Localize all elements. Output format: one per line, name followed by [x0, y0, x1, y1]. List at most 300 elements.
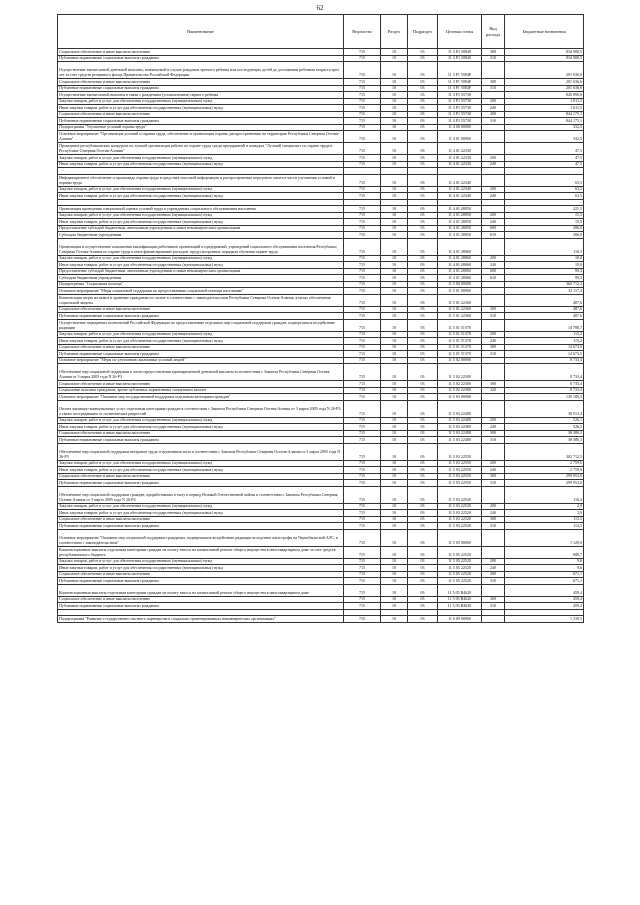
row-celevaya-statya-cell: 11 3 P1 50840 — [438, 55, 482, 62]
row-summa-cell: 834 908,5 — [505, 55, 584, 62]
row-podrazdel-cell: 03 — [408, 212, 438, 219]
row-vedomstvo-cell: 715 — [344, 275, 381, 282]
row-summa-cell: 113,5 — [505, 523, 584, 530]
row-name-cell: Социальное обеспечение и иные выплаты населению — [58, 111, 344, 118]
row-vedomstvo-cell: 715 — [344, 79, 381, 86]
header-name: Наименование — [58, 15, 344, 49]
row-name-cell: Закупка товаров, работ и услуг для обеспечения государственных (муниципальных) нужд — [58, 558, 344, 565]
row-podrazdel-cell: 03 — [408, 306, 438, 313]
row-razdel-cell: 10 — [381, 387, 408, 394]
row-vedomstvo-cell: 715 — [344, 616, 381, 623]
row-vedomstvo-cell: 715 — [344, 62, 381, 79]
row-razdel-cell: 10 — [381, 338, 408, 345]
row-summa-cell: 99,3 — [505, 275, 584, 282]
row-name-cell: Компенсационные выплаты отдельным категориям граждан на оплату взноса на капитальный ремонт общего имущества в многоквартирном доме за счет средств республиканского бюджета — [58, 546, 344, 558]
row-celevaya-statya-cell: 11 4 01 22330 — [438, 155, 482, 162]
row-celevaya-statya-cell: 11 4 01 28060 — [438, 275, 482, 282]
row-summa-cell: 63,5 — [505, 193, 584, 200]
row-celevaya-statya-cell: 11 5 01 51370 — [438, 338, 482, 345]
row-name-cell: Публичные нормативные социальные выплаты гражданам — [58, 351, 344, 358]
row-podrazdel-cell: 03 — [408, 480, 438, 487]
row-razdel-cell: 10 — [381, 565, 408, 572]
row-vid-raskhoda-cell: 300 — [482, 473, 505, 480]
row-vid-raskhoda-cell: 300 — [482, 79, 505, 86]
row-summa-cell: 526,1 — [505, 417, 584, 424]
row-summa-cell: 2 759,6 — [505, 467, 584, 474]
row-vedomstvo-cell: 715 — [344, 338, 381, 345]
row-vedomstvo-cell: 715 — [344, 571, 381, 578]
row-vedomstvo-cell: 715 — [344, 558, 381, 565]
row-summa-cell: 2,9 — [505, 510, 584, 517]
row-celevaya-statya-cell: 11 3 P1 5084F — [438, 79, 482, 86]
row-summa-cell: 302 712,5 — [505, 443, 584, 460]
row-summa-cell: 671,1 — [505, 571, 584, 578]
row-podrazdel-cell: 03 — [408, 105, 438, 112]
row-summa-cell: 15,5 — [505, 212, 584, 219]
row-summa-cell: 844 175,1 — [505, 118, 584, 125]
row-name-cell: Обеспечение мер социальной поддержки граждан, проработавших в тылу в период Великой Отечественной войны в соответствии с Законом Республики Северная Осетия-Алания от 3 марта 2005 года N 26-РЗ — [58, 486, 344, 503]
row-razdel-cell: 10 — [381, 473, 408, 480]
row-podrazdel-cell: 03 — [408, 486, 438, 503]
row-podrazdel-cell: 03 — [408, 238, 438, 255]
row-summa-cell: 834 908,5 — [505, 49, 584, 56]
row-vid-raskhoda-cell: 300 — [482, 306, 505, 313]
row-razdel-cell: 10 — [381, 437, 408, 444]
row-razdel-cell: 10 — [381, 529, 408, 546]
row-celevaya-statya-cell: 11 4 01 22340 — [438, 186, 482, 193]
row-celevaya-statya-cell: 11 5 05 00000 — [438, 529, 482, 546]
row-celevaya-statya-cell: 11 5 01 51370 — [438, 331, 482, 338]
row-razdel-cell: 10 — [381, 516, 408, 523]
row-vid-raskhoda-cell: 200 — [482, 558, 505, 565]
table-row — [58, 584, 584, 596]
row-name-cell: Закупка товаров, работ и услуг для обеспечения государственных (муниципальных) нужд — [58, 417, 344, 424]
row-razdel-cell: 10 — [381, 206, 408, 213]
row-podrazdel-cell: 03 — [408, 331, 438, 338]
row-summa-cell: 9,6 — [505, 558, 584, 565]
row-razdel-cell: 10 — [381, 161, 408, 168]
row-celevaya-statya-cell: 11 5 03 22480 — [438, 417, 482, 424]
row-name-cell: Основное мероприятие "Оказание мер государственной поддержки отдельным категориям граждан" — [58, 394, 344, 401]
row-vid-raskhoda-cell — [482, 131, 505, 143]
row-summa-cell: 9,6 — [505, 565, 584, 572]
row-summa-cell: 360 712,4 — [505, 281, 584, 288]
row-summa-cell: 206,0 — [505, 232, 584, 239]
row-name-cell: Проведение республиканских конкурсов по лучшей организации работы по охране труда среди предприятий и конкурса "Лучший специалист по охране труда в Республике Северная Осетия-Алания" — [58, 143, 344, 155]
row-vedomstvo-cell: 715 — [344, 510, 381, 517]
row-razdel-cell: 10 — [381, 331, 408, 338]
row-vid-raskhoda-cell — [482, 616, 505, 623]
row-celevaya-statya-cell: 11 5 03 22550 — [438, 467, 482, 474]
row-name-cell: Подпрограмма "Развитие государственно-частного партнерства в социально-ориентированных некоммерческих организациях" — [58, 616, 344, 623]
row-vid-raskhoda-cell: 310 — [482, 85, 505, 92]
row-podrazdel-cell: 03 — [408, 437, 438, 444]
row-razdel-cell: 10 — [381, 143, 408, 155]
row-summa-cell: 14 673,5 — [505, 344, 584, 351]
row-razdel-cell: 10 — [381, 105, 408, 112]
row-name-cell: Осуществление переданных полномочий Российской Федерации по предоставлению отдельных мер социальной поддержки граждан, подвергшихся воздействию радиации — [58, 319, 344, 331]
row-name-cell: Иные закупки товаров, работ и услуг для обеспечения государственных (муниципальных) нужд — [58, 467, 344, 474]
row-podrazdel-cell: 03 — [408, 193, 438, 200]
row-name-cell: Социальное обеспечение и иные выплаты населению — [58, 306, 344, 313]
row-name-cell: Социальное обеспечение и иные выплаты населению — [58, 473, 344, 480]
row-celevaya-statya-cell: 11 4 01 28050 — [438, 212, 482, 219]
row-name-cell: Публичные нормативные социальные выплаты гражданам — [58, 480, 344, 487]
row-celevaya-statya-cell: 11 5 02 22300 — [438, 364, 482, 381]
row-celevaya-statya-cell: 11 4 01 28050 — [438, 206, 482, 213]
row-vedomstvo-cell: 715 — [344, 219, 381, 226]
row-celevaya-statya-cell: 11 5 03 22520 — [438, 523, 482, 530]
row-name-cell: Иные закупки товаров, работ и услуг для обеспечения государственных (муниципальных) нужд — [58, 105, 344, 112]
row-name-cell: Субсидии бюджетным учреждениям — [58, 232, 344, 239]
row-vedomstvo-cell: 715 — [344, 523, 381, 530]
row-razdel-cell: 10 — [381, 118, 408, 125]
header-vid-raskhoda: Вид расхода — [482, 15, 505, 49]
row-razdel-cell: 10 — [381, 364, 408, 381]
row-podrazdel-cell: 03 — [408, 232, 438, 239]
row-celevaya-statya-cell: 11 5 00 00000 — [438, 281, 482, 288]
row-podrazdel-cell: 03 — [408, 206, 438, 213]
row-vedomstvo-cell: 715 — [344, 603, 381, 610]
row-summa-cell: 38 386,3 — [505, 437, 584, 444]
row-celevaya-statya-cell: 11 4 01 28060 — [438, 268, 482, 275]
row-razdel-cell: 10 — [381, 424, 408, 431]
row-podrazdel-cell: 03 — [408, 616, 438, 623]
row-razdel-cell: 10 — [381, 510, 408, 517]
row-vid-raskhoda-cell: 240 — [482, 338, 505, 345]
row-name-cell: Публичные нормативные социальные выплаты гражданам — [58, 118, 344, 125]
row-razdel-cell: 10 — [381, 275, 408, 282]
row-vid-raskhoda-cell — [482, 319, 505, 331]
row-razdel-cell: 10 — [381, 98, 408, 105]
row-vid-raskhoda-cell: 240 — [482, 105, 505, 112]
row-razdel-cell: 10 — [381, 584, 408, 596]
row-vid-raskhoda-cell: 240 — [482, 467, 505, 474]
row-celevaya-statya-cell: 11 5 05 R4620 — [438, 596, 482, 603]
row-name-cell: Иные закупки товаров, работ и услуг для обеспечения государственных (муниципальных) нужд — [58, 161, 344, 168]
row-vedomstvo-cell: 715 — [344, 49, 381, 56]
table-row — [58, 529, 584, 546]
row-name-cell: Иные закупки товаров, работ и услуг для обеспечения государственных (муниципальных) нужд — [58, 338, 344, 345]
row-summa-cell: 115,2 — [505, 338, 584, 345]
row-vedomstvo-cell: 715 — [344, 480, 381, 487]
row-vid-raskhoda-cell: 200 — [482, 331, 505, 338]
row-name-cell: Организация проведения специальной оценки условий труда в учреждениях социального обслуживания населения — [58, 206, 344, 213]
row-vid-raskhoda-cell: 300 — [482, 381, 505, 388]
row-razdel-cell: 10 — [381, 394, 408, 401]
row-podrazdel-cell: 03 — [408, 294, 438, 306]
row-vedomstvo-cell: 715 — [344, 98, 381, 105]
row-vid-raskhoda-cell: 240 — [482, 161, 505, 168]
row-summa-cell: 201 636,6 — [505, 85, 584, 92]
row-podrazdel-cell: 03 — [408, 596, 438, 603]
row-summa-cell: 38 912,4 — [505, 400, 584, 417]
row-name-cell: Социальное обеспечение и иные выплаты населению — [58, 49, 344, 56]
row-name-cell: Закупка товаров, работ и услуг для обеспечения государственных (муниципальных) нужд — [58, 186, 344, 193]
row-summa-cell: 206,0 — [505, 225, 584, 232]
row-podrazdel-cell: 03 — [408, 467, 438, 474]
row-razdel-cell: 10 — [381, 571, 408, 578]
row-vedomstvo-cell: 715 — [344, 546, 381, 558]
row-celevaya-statya-cell: 11 4 01 28060 — [438, 238, 482, 255]
row-celevaya-statya-cell: 11 5 03 22520 — [438, 503, 482, 510]
row-celevaya-statya-cell: 11 4 01 28060 — [438, 255, 482, 262]
row-summa-cell: 459,4 — [505, 603, 584, 610]
row-vid-raskhoda-cell: 310 — [482, 437, 505, 444]
row-razdel-cell: 10 — [381, 124, 408, 131]
row-celevaya-statya-cell: 11 4 01 22330 — [438, 143, 482, 155]
row-podrazdel-cell: 03 — [408, 313, 438, 320]
row-name-cell: Публичные нормативные социальные выплаты гражданам — [58, 523, 344, 530]
row-vedomstvo-cell: 715 — [344, 381, 381, 388]
row-razdel-cell: 10 — [381, 460, 408, 467]
row-razdel-cell: 10 — [381, 193, 408, 200]
row-celevaya-statya-cell: 11 5 01 22360 — [438, 294, 482, 306]
row-summa-cell: 487,6 — [505, 306, 584, 313]
row-name-cell: Основное мероприятие "Оказание мер социальной поддержки гражданам, подвергшимся воздействию радиации вследствие катастрофы на Чернобыльской АЭС, в соответствии с законодательством" — [58, 529, 344, 546]
row-name-cell: Публичные нормативные социальные выплаты гражданам — [58, 603, 344, 610]
row-celevaya-statya-cell: 11 4 01 22340 — [438, 174, 482, 186]
row-vedomstvo-cell: 715 — [344, 238, 381, 255]
row-podrazdel-cell: 03 — [408, 558, 438, 565]
row-vedomstvo-cell: 715 — [344, 161, 381, 168]
row-vedomstvo-cell: 715 — [344, 578, 381, 585]
row-vid-raskhoda-cell: 240 — [482, 219, 505, 226]
row-podrazdel-cell: 03 — [408, 381, 438, 388]
row-vid-raskhoda-cell: 200 — [482, 212, 505, 219]
row-vedomstvo-cell: 715 — [344, 206, 381, 213]
row-celevaya-statya-cell: 11 5 03 22550 — [438, 473, 482, 480]
row-celevaya-statya-cell: 11 4 01 28050 — [438, 219, 482, 226]
row-razdel-cell: 10 — [381, 417, 408, 424]
row-razdel-cell: 10 — [381, 49, 408, 56]
table-row — [58, 486, 584, 503]
row-name-cell: Основное мероприятие "Организация условий и охраны труда, обеспечение и организация охраны, распространенные на территории Республики Северная Осетия-Алания" — [58, 131, 344, 143]
row-podrazdel-cell: 03 — [408, 516, 438, 523]
row-podrazdel-cell: 03 — [408, 281, 438, 288]
table-row — [58, 62, 584, 79]
row-vedomstvo-cell: 715 — [344, 443, 381, 460]
row-summa-cell: 221,5 — [505, 206, 584, 213]
row-podrazdel-cell: 03 — [408, 111, 438, 118]
row-name-cell: Публичные нормативные социальные выплаты гражданам — [58, 578, 344, 585]
row-podrazdel-cell: 03 — [408, 565, 438, 572]
row-vid-raskhoda-cell: 610 — [482, 275, 505, 282]
row-summa-cell: 332,5 — [505, 131, 584, 143]
row-podrazdel-cell: 03 — [408, 394, 438, 401]
row-razdel-cell: 10 — [381, 281, 408, 288]
row-celevaya-statya-cell: 11 5 02 22300 — [438, 387, 482, 394]
row-podrazdel-cell: 03 — [408, 387, 438, 394]
row-summa-cell: 1 811,5 — [505, 98, 584, 105]
table-body — [58, 49, 584, 623]
row-name-cell: Иные закупки товаров, работ и услуг для обеспечения государственных (муниципальных) нужд — [58, 193, 344, 200]
row-vid-raskhoda-cell: 200 — [482, 503, 505, 510]
row-vid-raskhoda-cell: 310 — [482, 313, 505, 320]
row-podrazdel-cell: 03 — [408, 400, 438, 417]
row-vedomstvo-cell: 715 — [344, 344, 381, 351]
row-razdel-cell: 10 — [381, 467, 408, 474]
row-vid-raskhoda-cell: 600 — [482, 225, 505, 232]
row-summa-cell: 38 386,3 — [505, 430, 584, 437]
row-summa-cell: 14 788,7 — [505, 319, 584, 331]
row-podrazdel-cell: 03 — [408, 98, 438, 105]
row-vid-raskhoda-cell: 240 — [482, 424, 505, 431]
row-name-cell: Компенсационные выплаты отдельным категориям граждан на оплату взноса на капитальный ремонт общего имущества в многоквартирном доме — [58, 584, 344, 596]
row-celevaya-statya-cell: 11 5 05 22520 — [438, 558, 482, 565]
row-podrazdel-cell: 03 — [408, 85, 438, 92]
row-name-cell: Социальное обеспечение и иные выплаты населению — [58, 344, 344, 351]
row-podrazdel-cell: 03 — [408, 124, 438, 131]
row-razdel-cell: 10 — [381, 294, 408, 306]
row-podrazdel-cell: 03 — [408, 584, 438, 596]
row-celevaya-statya-cell: 11 5 03 00000 — [438, 394, 482, 401]
row-podrazdel-cell: 03 — [408, 225, 438, 232]
row-vedomstvo-cell: 715 — [344, 92, 381, 99]
row-summa-cell: 116,4 — [505, 486, 584, 503]
row-podrazdel-cell: 03 — [408, 364, 438, 381]
row-vedomstvo-cell: 715 — [344, 503, 381, 510]
row-vid-raskhoda-cell: 300 — [482, 571, 505, 578]
row-vid-raskhoda-cell — [482, 546, 505, 558]
row-vedomstvo-cell: 715 — [344, 225, 381, 232]
row-podrazdel-cell: 03 — [408, 571, 438, 578]
row-podrazdel-cell: 03 — [408, 174, 438, 186]
row-vid-raskhoda-cell: 200 — [482, 155, 505, 162]
row-summa-cell: 2 759,6 — [505, 460, 584, 467]
row-name-cell: Иные закупки товаров, работ и услуг для обеспечения государственных (муниципальных) нужд — [58, 424, 344, 431]
row-summa-cell: 201 636,6 — [505, 62, 584, 79]
table-row — [58, 143, 584, 155]
row-razdel-cell: 10 — [381, 313, 408, 320]
row-vid-raskhoda-cell — [482, 143, 505, 155]
row-podrazdel-cell: 03 — [408, 319, 438, 331]
row-name-cell: Публичные нормативные социальные выплаты гражданам — [58, 437, 344, 444]
page-number: 62 — [316, 4, 324, 12]
row-podrazdel-cell: 03 — [408, 118, 438, 125]
row-razdel-cell: 10 — [381, 344, 408, 351]
row-podrazdel-cell: 03 — [408, 55, 438, 62]
row-summa-cell: 844 175,1 — [505, 111, 584, 118]
row-podrazdel-cell: 03 — [408, 578, 438, 585]
row-name-cell: Компенсация затрат на вывоз и хранение гражданам по оплате в соответствии с законодательством Республики Северная Осетия-Алания, в целях обеспечения социальной защиты — [58, 294, 344, 306]
row-razdel-cell: 10 — [381, 480, 408, 487]
row-razdel-cell: 10 — [381, 603, 408, 610]
row-celevaya-statya-cell: 11 5 03 22520 — [438, 486, 482, 503]
table-row — [58, 443, 584, 460]
header-vedomstvo: Ведомство — [344, 15, 381, 49]
row-name-cell: Предоставление субсидий бюджетным, автономным учреждениям и иным некоммерческим организациям — [58, 225, 344, 232]
row-vedomstvo-cell: 715 — [344, 584, 381, 596]
row-celevaya-statya-cell: 11 5 03 22480 — [438, 430, 482, 437]
row-summa-cell: 845 996,6 — [505, 92, 584, 99]
row-name-cell: Публичные нормативные социальные выплаты гражданам — [58, 85, 344, 92]
row-summa-cell: 63,5 — [505, 186, 584, 193]
row-celevaya-statya-cell: 11 3 P1 55730 — [438, 111, 482, 118]
header-podrazdel: Подраздел — [408, 15, 438, 49]
row-podrazdel-cell: 03 — [408, 62, 438, 79]
row-vedomstvo-cell: 715 — [344, 387, 381, 394]
row-summa-cell: 332,5 — [505, 124, 584, 131]
row-vedomstvo-cell: 715 — [344, 111, 381, 118]
row-vedomstvo-cell: 715 — [344, 417, 381, 424]
row-name-cell: Обеспечение мер социальной поддержки в части предоставления единовременной денежной выплаты в соответствии с Законом Республики Северная Осетия-Алания от 3 марта 2005 года N 26-РЗ — [58, 364, 344, 381]
row-name-cell: Социальное обеспечение и иные выплаты населению — [58, 516, 344, 523]
row-vedomstvo-cell: 715 — [344, 437, 381, 444]
row-name-cell: Социальное обеспечение и иные выплаты населению — [58, 571, 344, 578]
row-vedomstvo-cell: 715 — [344, 516, 381, 523]
row-vedomstvo-cell: 715 — [344, 155, 381, 162]
row-vedomstvo-cell: 715 — [344, 281, 381, 288]
row-celevaya-statya-cell: 11 3 P1 5084F — [438, 85, 482, 92]
row-razdel-cell: 10 — [381, 486, 408, 503]
row-razdel-cell: 10 — [381, 155, 408, 162]
row-vid-raskhoda-cell — [482, 294, 505, 306]
row-vid-raskhoda-cell: 240 — [482, 193, 505, 200]
row-podrazdel-cell: 03 — [408, 460, 438, 467]
row-podrazdel-cell: 03 — [408, 357, 438, 364]
row-podrazdel-cell: 03 — [408, 275, 438, 282]
row-podrazdel-cell: 03 — [408, 288, 438, 295]
row-name-cell: Закупка товаров, работ и услуг для обеспечения государственных (муниципальных) нужд — [58, 98, 344, 105]
row-name-cell: Подпрограмма "Социальная помощь" — [58, 281, 344, 288]
header-byudzhetnye-naznacheniya: Бюджетные назначения — [505, 15, 584, 49]
row-name-cell: Иные закупки товаров, работ и услуг для обеспечения государственных (муниципальных) нужд — [58, 219, 344, 226]
row-summa-cell: 113,5 — [505, 516, 584, 523]
row-celevaya-statya-cell: 11 5 05 22520 — [438, 565, 482, 572]
row-razdel-cell: 10 — [381, 232, 408, 239]
row-vedomstvo-cell: 715 — [344, 55, 381, 62]
row-summa-cell: 299 953,0 — [505, 480, 584, 487]
row-razdel-cell: 10 — [381, 225, 408, 232]
table-row — [58, 238, 584, 255]
table-row — [58, 174, 584, 186]
row-podrazdel-cell: 03 — [408, 255, 438, 262]
row-celevaya-statya-cell: 11 5 01 00000 — [438, 288, 482, 295]
row-celevaya-statya-cell: 11 4 01 00000 — [438, 131, 482, 143]
row-name-cell: Предоставление субсидий бюджетным, автономным учреждениям и иным некоммерческим организациям — [58, 268, 344, 275]
row-summa-cell: 2,9 — [505, 503, 584, 510]
row-razdel-cell: 10 — [381, 596, 408, 603]
row-vid-raskhoda-cell: 310 — [482, 351, 505, 358]
row-vid-raskhoda-cell — [482, 238, 505, 255]
row-vedomstvo-cell: 715 — [344, 460, 381, 467]
row-summa-cell: 115,2 — [505, 331, 584, 338]
row-razdel-cell: 10 — [381, 268, 408, 275]
table-row — [58, 616, 584, 623]
row-podrazdel-cell: 03 — [408, 424, 438, 431]
row-summa-cell: 8 733,4 — [505, 364, 584, 381]
row-razdel-cell: 10 — [381, 219, 408, 226]
row-celevaya-statya-cell: 11 5 03 22480 — [438, 400, 482, 417]
row-summa-cell: 526,1 — [505, 424, 584, 431]
row-razdel-cell: 10 — [381, 255, 408, 262]
row-summa-cell: 1 129,0 — [505, 529, 584, 546]
row-vid-raskhoda-cell: 240 — [482, 262, 505, 269]
row-podrazdel-cell: 03 — [408, 529, 438, 546]
row-vedomstvo-cell: 715 — [344, 351, 381, 358]
row-vid-raskhoda-cell: 310 — [482, 578, 505, 585]
row-vedomstvo-cell: 715 — [344, 174, 381, 186]
row-razdel-cell: 10 — [381, 174, 408, 186]
row-vedomstvo-cell: 715 — [344, 268, 381, 275]
header-razdel: Раздел — [381, 15, 408, 49]
row-celevaya-statya-cell: 11 5 03 22480 — [438, 424, 482, 431]
row-razdel-cell: 10 — [381, 503, 408, 510]
row-name-cell: Публичные нормативные социальные выплаты гражданам — [58, 313, 344, 320]
row-celevaya-statya-cell: 11 5 03 22550 — [438, 443, 482, 460]
row-celevaya-statya-cell: 11 4 01 22340 — [438, 193, 482, 200]
